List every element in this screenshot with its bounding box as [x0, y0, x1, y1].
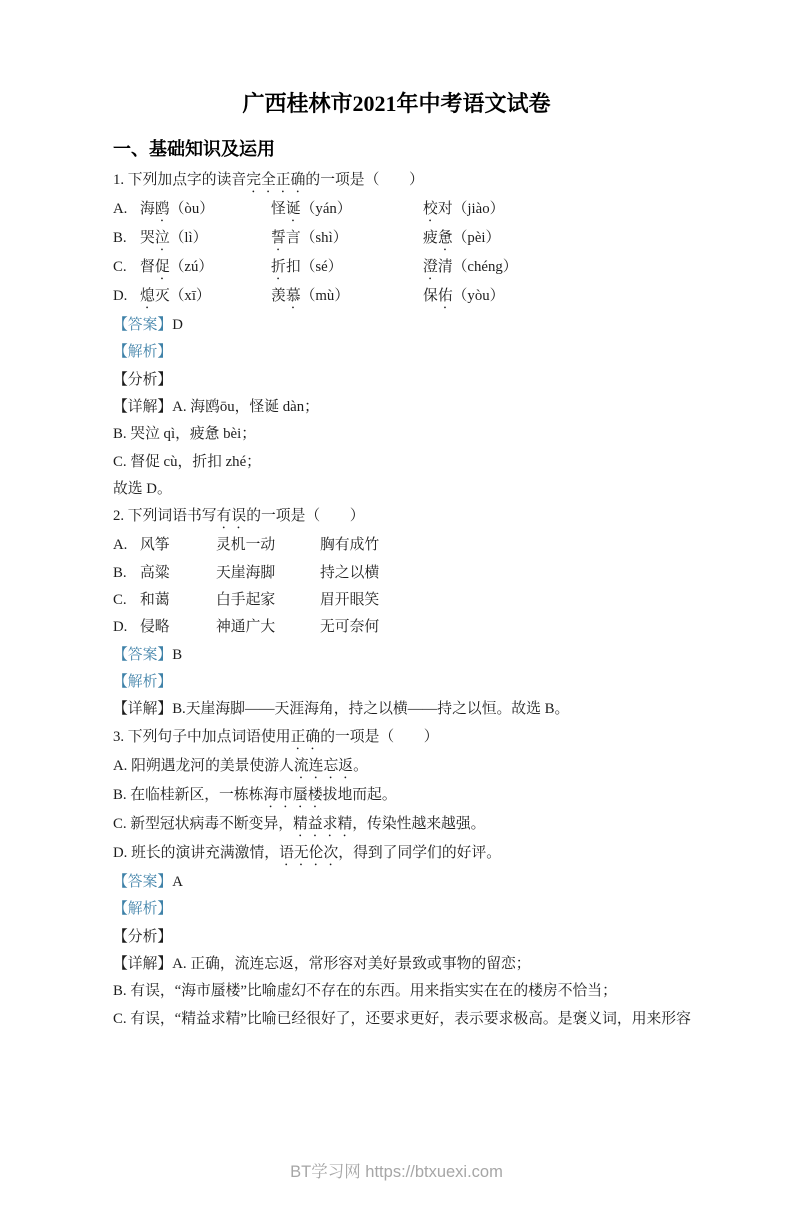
answer-value: B: [172, 646, 183, 663]
question-1-stem: 1. 下列加点字的读音完全正确的一项是（ ）: [113, 172, 424, 188]
question-2-answer-line: [113, 642, 715, 669]
question-2-option-a: [113, 532, 715, 559]
section-heading: 一、基础知识及运用: [113, 139, 275, 159]
option-word: 熄灭（xī）: [140, 288, 211, 304]
answer-label: 【答案】: [113, 317, 173, 333]
option-word: 校对（jiào）: [423, 201, 505, 217]
question-3-option-a: A. 阳朔遇龙河的美景使游人流连忘返。: [113, 757, 368, 774]
option-label: D.: [113, 288, 128, 304]
question-2-option-c: [113, 587, 715, 614]
question-3-detail-line: B. 有误，“海市蜃楼”比喻虚幻不存在的东西。用来指实实在在的楼房不恰当；: [113, 983, 617, 1000]
option-word: 澄清（chéng）: [423, 259, 518, 275]
question-3-option-d: D. 班长的演讲充满激情，语无伦次，得到了同学们的好评。: [113, 844, 502, 861]
question-3-answer-line: [113, 869, 715, 896]
question-1-detail-line: 【详解】A. 海鸥ōu，怪诞 dàn；: [113, 399, 319, 416]
question-1-jiexi-line: [113, 339, 715, 366]
jiexi-label: 【解析】: [113, 344, 173, 361]
question-2-option-d: [113, 614, 715, 641]
question-2-stem: 2. 下列词语书写有误的一项是（ ）: [113, 508, 365, 525]
question-1-fenxi-line: [113, 367, 715, 394]
option-word: 疲惫（pèi）: [423, 230, 501, 246]
footer-watermark: BT学习网 https://btxuexi.com: [290, 1163, 503, 1181]
question-1-option-b: [113, 225, 715, 254]
question-3-detail-line: C. 有误，“精益求精”比喻已经很好了，还要求更好，表示要求极高。是褒义词，用来形容: [113, 1010, 691, 1027]
question-1-detail-line: C. 督促 cù，折扣 zhé；: [113, 453, 261, 470]
answer-label: 【答案】: [113, 646, 173, 663]
option-word: 折扣（sé）: [271, 259, 343, 275]
option-word: 天崖海脚: [216, 564, 276, 581]
jiexi-label: 【解析】: [113, 901, 173, 918]
option-word: 白手起家: [216, 592, 276, 609]
option-word: 羡慕（mù）: [271, 288, 350, 304]
answer-value: D: [172, 317, 183, 333]
question-3-fenxi-line: [113, 924, 715, 951]
option-word: 侵略: [140, 619, 170, 636]
option-word: 灵机一动: [216, 537, 276, 554]
option-word: 督促（zú）: [140, 259, 214, 275]
question-1-answer-line: [113, 312, 715, 339]
question-1-detail-line: 故选 D。: [113, 481, 172, 498]
option-word: 无可奈何: [320, 619, 380, 636]
option-word: 持之以横: [320, 564, 380, 581]
question-3-detail-line: 【详解】A. 正确，流连忘返，常形容对美好景致或事物的留恋；: [113, 955, 531, 972]
option-word: 胸有成竹: [320, 537, 380, 554]
question-3-jiexi-line: [113, 896, 715, 923]
option-label: A.: [113, 201, 128, 217]
fenxi-label: 【分析】: [113, 928, 173, 945]
option-label: A.: [113, 537, 128, 554]
exam-body: [113, 137, 715, 1033]
answer-label: 【答案】: [113, 873, 173, 890]
question-1-detail-line: B. 哭泣 qì，疲惫 bèi；: [113, 426, 257, 443]
option-label: B.: [113, 230, 127, 246]
question-2-detail-line: 【详解】B.天崖海脚——天涯海角，持之以横——持之以恒。故选 B。: [113, 701, 570, 718]
question-1-option-a: [113, 196, 715, 225]
option-word: 眉开眼笑: [320, 592, 380, 609]
exam-title: 广西桂林市2021年中考语文试卷: [242, 91, 551, 116]
option-word: 风筝: [140, 537, 170, 554]
jiexi-label: 【解析】: [113, 674, 173, 691]
option-word: 誓言（shì）: [271, 230, 348, 246]
option-word: 和蔼: [140, 592, 170, 609]
option-word: 高粱: [140, 564, 170, 581]
option-word: 海鸥（òu）: [140, 201, 215, 217]
answer-value: A: [172, 873, 183, 890]
question-2-option-b: [113, 560, 715, 587]
question-3-option-b: B. 在临桂新区，一栋栋海市蜃楼拔地而起。: [113, 786, 397, 803]
option-word: 哭泣（lì）: [140, 230, 208, 246]
option-label: B.: [113, 564, 127, 581]
option-word: 保佑（yòu）: [423, 288, 505, 304]
option-word: 怪诞（yán）: [271, 201, 352, 217]
question-3-option-c: C. 新型冠状病毒不断变异，精益求精，传染性越来越强。: [113, 815, 486, 832]
option-label: D.: [113, 619, 128, 636]
option-label: C.: [113, 592, 127, 609]
question-1-option-d: [113, 283, 715, 312]
fenxi-label: 【分析】: [113, 371, 173, 388]
exam-document-page: [0, 90, 793, 1212]
option-word: 神通广大: [216, 619, 276, 636]
question-3-stem: 3. 下列句子中加点词语使用正确的一项是（ ）: [113, 728, 439, 745]
option-label: C.: [113, 259, 127, 275]
question-1-option-c: [113, 254, 715, 283]
question-2-jiexi-line: [113, 669, 715, 696]
